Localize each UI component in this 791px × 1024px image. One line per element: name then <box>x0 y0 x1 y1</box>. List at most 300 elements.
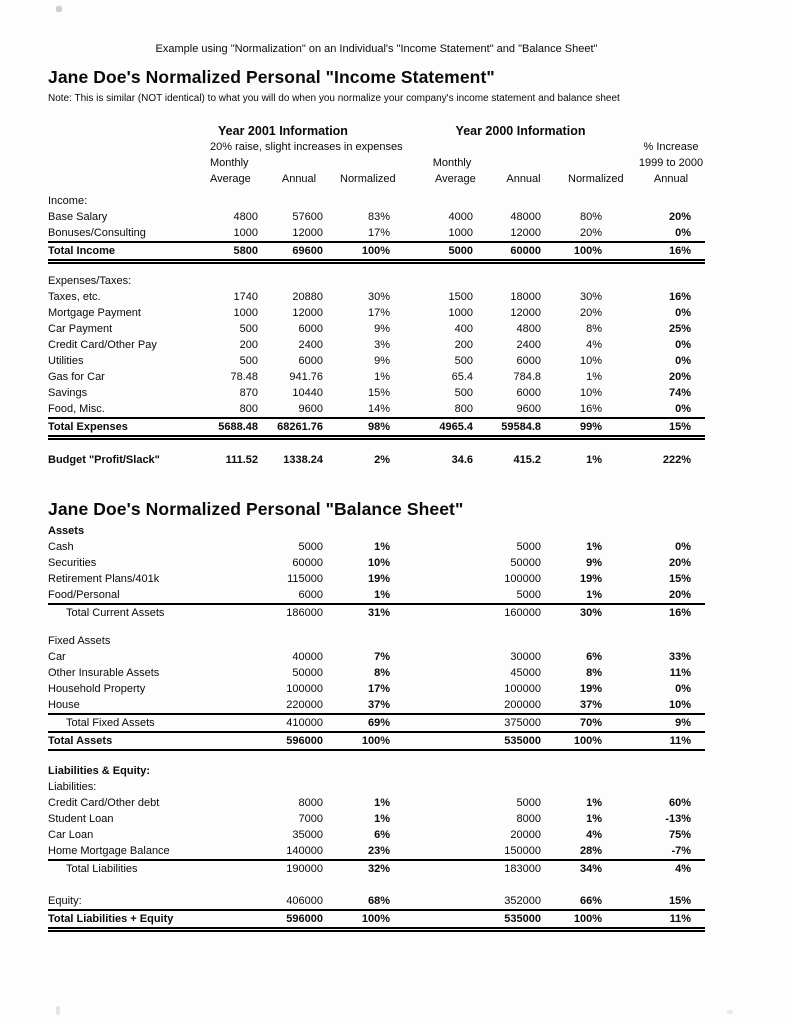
value-c5: 200000 <box>504 699 541 711</box>
header-monthly-row <box>48 155 705 171</box>
value-c2: 220000 <box>286 699 323 711</box>
value-c4: 4965.4 <box>390 418 473 438</box>
table-row <box>48 242 705 262</box>
table-row <box>48 289 705 305</box>
value-c2: 50000 <box>292 667 323 679</box>
value-c4: 34.6 <box>451 454 473 466</box>
row-label: Car Payment <box>48 323 113 335</box>
value-c1 <box>210 860 258 877</box>
table-row <box>48 321 705 337</box>
value-c7: 60% <box>669 797 692 809</box>
value-c7: 0% <box>675 339 692 351</box>
value-c1 <box>210 555 258 571</box>
row-label: Student Loan <box>48 813 114 825</box>
value-c5: 45000 <box>510 667 541 679</box>
value-c4 <box>390 843 473 860</box>
table-row <box>48 665 705 681</box>
row-label: Food/Personal <box>48 589 120 601</box>
spacer-row <box>48 877 705 893</box>
table-row <box>48 539 705 555</box>
value-c7: 0% <box>675 227 692 239</box>
value-c2: 1338.24 <box>283 454 323 466</box>
value-c6: 100% <box>541 242 607 262</box>
value-c5: 48000 <box>510 211 541 223</box>
value-c5: 6000 <box>516 355 541 367</box>
value-c3: 14% <box>367 403 390 415</box>
value-c6: 19% <box>579 683 602 695</box>
income-statement-note: Note: This is similar (NOT identical) to what you will do when you normalize your company's income statement and balance sheet <box>48 93 620 104</box>
value-c6: 30% <box>541 604 607 621</box>
value-c2: 941.76 <box>289 371 323 383</box>
value-c5: 50000 <box>510 557 541 569</box>
value-c5: 375000 <box>473 714 541 732</box>
value-c3: 19% <box>367 573 390 585</box>
value-c3: 17% <box>367 683 390 695</box>
table-row <box>48 714 705 732</box>
value-c1 <box>210 827 258 843</box>
value-c6: 1% <box>586 797 602 809</box>
value-c1: 78.48 <box>230 371 258 383</box>
value-c5: 183000 <box>473 860 541 877</box>
row-label: Taxes, etc. <box>48 291 101 303</box>
row-label: Home Mortgage Balance <box>48 845 170 857</box>
table-row <box>48 401 705 418</box>
value-c4 <box>390 649 473 665</box>
header-annual-2000: Annual <box>506 173 541 185</box>
value-c1: 1740 <box>233 291 258 303</box>
value-c6: 16% <box>579 403 603 415</box>
value-c3: 9% <box>374 323 390 335</box>
value-c1 <box>210 811 258 827</box>
value-c3: 1% <box>374 797 390 809</box>
value-c3: 1% <box>374 371 390 383</box>
row-label: Total Current Assets <box>48 604 210 621</box>
table-row <box>48 452 705 468</box>
value-c2: 68261.76 <box>258 418 323 438</box>
value-c2: 7000 <box>298 813 323 825</box>
value-c5: 784.8 <box>513 371 541 383</box>
value-c1 <box>210 665 258 681</box>
value-c3: 100% <box>323 910 390 930</box>
value-c3: 100% <box>323 242 390 262</box>
header-pct-increase: % Increase <box>643 141 699 153</box>
section-label: Income: <box>48 195 88 207</box>
value-c3: 69% <box>323 714 390 732</box>
value-c6: 10% <box>579 355 603 367</box>
value-c7: 11% <box>669 667 692 679</box>
row-label: Mortgage Payment <box>48 307 141 319</box>
value-c1 <box>210 732 258 750</box>
value-c3: 1% <box>374 589 390 601</box>
value-c1 <box>210 571 258 587</box>
value-c7: 20% <box>668 211 692 223</box>
value-c7: 222% <box>662 454 692 466</box>
value-c2: 40000 <box>292 651 323 663</box>
value-c1 <box>210 714 258 732</box>
value-c5: 9600 <box>516 403 541 415</box>
table-row <box>48 337 705 353</box>
value-c7: 16% <box>607 242 705 262</box>
value-c6: 1% <box>586 589 602 601</box>
value-c7: 75% <box>669 829 692 841</box>
value-c6: 20% <box>579 307 603 319</box>
scan-artifact-mark <box>727 1010 733 1014</box>
table-row <box>48 910 705 930</box>
value-c4: 65.4 <box>451 371 473 383</box>
value-c7: 20% <box>669 589 692 601</box>
value-c7: 0% <box>675 683 692 695</box>
value-c2: 12000 <box>292 227 323 239</box>
row-label: Savings <box>48 387 88 399</box>
value-c3: 7% <box>374 651 390 663</box>
row-label: Total Fixed Assets <box>48 714 210 732</box>
value-c4 <box>390 732 473 750</box>
value-c4 <box>390 604 473 621</box>
row-label: Gas for Car <box>48 371 105 383</box>
value-c4 <box>390 555 473 571</box>
table-row <box>48 649 705 665</box>
value-c5: 100000 <box>504 683 541 695</box>
value-c2: 115000 <box>287 573 323 585</box>
table-row <box>48 571 705 587</box>
value-c6: 37% <box>579 699 602 711</box>
value-c2: 8000 <box>298 797 323 809</box>
table-row <box>48 732 705 750</box>
value-c4 <box>390 697 473 714</box>
balance-sheet-table <box>48 523 705 932</box>
header-year-2000: Year 2000 Information <box>455 124 586 138</box>
value-c6: 19% <box>579 573 602 585</box>
value-c4: 1000 <box>448 307 473 319</box>
spacer-row <box>48 438 705 453</box>
value-c7: 11% <box>607 732 705 750</box>
header-columns-row <box>48 171 705 193</box>
value-c1: 111.52 <box>225 454 258 466</box>
table-row <box>48 353 705 369</box>
value-c7: 16% <box>607 604 705 621</box>
value-c2: 6000 <box>298 589 323 601</box>
row-label: Food, Misc. <box>48 403 105 415</box>
row-label: Total Liabilities + Equity <box>48 910 210 930</box>
value-c5: 2400 <box>516 339 541 351</box>
row-label: Total Liabilities <box>48 860 210 877</box>
value-c7: 0% <box>675 307 692 319</box>
header-annual-increase: Annual <box>653 173 689 185</box>
value-c6: 30% <box>579 291 603 303</box>
table-row <box>48 811 705 827</box>
value-c4 <box>390 893 473 910</box>
table-row <box>48 893 705 910</box>
value-c4: 5000 <box>390 242 473 262</box>
value-c2: 100000 <box>286 683 323 695</box>
value-c1: 1000 <box>233 227 258 239</box>
header-monthly-2000: Monthly <box>432 157 472 169</box>
table-row <box>48 827 705 843</box>
value-c2: 60000 <box>292 557 323 569</box>
scan-artifact-mark <box>56 1006 60 1015</box>
value-c6: 34% <box>541 860 607 877</box>
row-label: Budget "Profit/Slack" <box>48 454 160 466</box>
section-heading-row <box>48 763 705 779</box>
value-c3: 2% <box>374 454 390 466</box>
section-label: Liabilities & Equity: <box>48 765 151 777</box>
row-label: Securities <box>48 557 97 569</box>
value-c5: 150000 <box>504 845 541 857</box>
value-c7: 0% <box>675 541 692 553</box>
value-c7: 20% <box>669 557 692 569</box>
value-c4 <box>390 571 473 587</box>
value-c4: 500 <box>454 355 473 367</box>
value-c4 <box>390 860 473 877</box>
value-c5: 5000 <box>516 589 541 601</box>
value-c7: 15% <box>669 895 692 907</box>
value-c3: 8% <box>374 667 390 679</box>
value-c7: 11% <box>607 910 705 930</box>
value-c7: 9% <box>607 714 705 732</box>
section-heading-row <box>48 273 705 289</box>
income-statement-title: Jane Doe's Normalized Personal "Income Statement" <box>48 67 495 87</box>
value-c5: 18000 <box>510 291 541 303</box>
header-annual-2001: Annual <box>281 173 317 185</box>
value-c2: 35000 <box>292 829 323 841</box>
row-label: Utilities <box>48 355 84 367</box>
value-c2: 2400 <box>298 339 323 351</box>
value-c3: 9% <box>374 355 390 367</box>
table-row <box>48 385 705 401</box>
row-label: Total Assets <box>48 732 210 750</box>
value-c1: 500 <box>239 323 258 335</box>
header-year-row <box>48 123 705 139</box>
value-c4: 400 <box>454 323 473 335</box>
value-c6: 99% <box>541 418 607 438</box>
value-c5: 60000 <box>473 242 541 262</box>
value-c3: 15% <box>367 387 390 399</box>
header-monthly-2001: Monthly <box>210 157 249 169</box>
row-label: Cash <box>48 541 74 553</box>
value-c6: 1% <box>586 541 602 553</box>
value-c7: -7% <box>671 845 692 857</box>
value-c2: 140000 <box>286 845 323 857</box>
value-c6: 80% <box>579 211 603 223</box>
section-heading-row <box>48 523 705 539</box>
value-c3: 17% <box>367 307 390 319</box>
section-label: Liabilities: <box>48 781 97 793</box>
value-c4 <box>390 665 473 681</box>
value-c5: 5000 <box>516 797 541 809</box>
balance-sheet-title: Jane Doe's Normalized Personal "Balance Sheet" <box>48 499 464 519</box>
value-c1: 500 <box>239 355 258 367</box>
value-c1: 800 <box>239 403 258 415</box>
row-label: Bonuses/Consulting <box>48 227 146 239</box>
value-c1: 200 <box>239 339 258 351</box>
value-c2: 186000 <box>258 604 323 621</box>
value-c6: 20% <box>579 227 603 239</box>
value-c1 <box>210 697 258 714</box>
value-c4 <box>390 811 473 827</box>
header-normalized-2001: Normalized <box>340 173 396 185</box>
row-label: Household Property <box>48 683 146 695</box>
table-row <box>48 681 705 697</box>
row-label: Car <box>48 651 66 663</box>
value-c2: 57600 <box>292 211 323 223</box>
value-c6: 8% <box>586 323 603 335</box>
value-c1 <box>210 604 258 621</box>
value-c7: 16% <box>668 291 692 303</box>
table-row <box>48 209 705 225</box>
row-label: Total Expenses <box>48 418 210 438</box>
value-c3: 68% <box>367 895 390 907</box>
value-c3: 30% <box>367 291 390 303</box>
value-c6: 28% <box>579 845 602 857</box>
value-c7: 15% <box>607 418 705 438</box>
value-c7: -13% <box>665 813 692 825</box>
value-c3: 17% <box>367 227 390 239</box>
spacer-row <box>48 621 705 633</box>
section-label: Assets <box>48 525 85 537</box>
table-row <box>48 604 705 621</box>
header-normalized-2000: Normalized <box>568 173 624 185</box>
value-c4 <box>390 795 473 811</box>
value-c4 <box>390 827 473 843</box>
value-c7: 20% <box>668 371 692 383</box>
value-c1 <box>210 587 258 604</box>
value-c7: 15% <box>669 573 692 585</box>
value-c4: 1000 <box>448 227 473 239</box>
value-c4: 1500 <box>448 291 473 303</box>
value-c2: 20880 <box>292 291 323 303</box>
table-row <box>48 555 705 571</box>
value-c5: 5000 <box>516 541 541 553</box>
value-c3: 3% <box>374 339 390 351</box>
section-label: Fixed Assets <box>48 635 111 647</box>
value-c7: 74% <box>668 387 692 399</box>
value-c2: 190000 <box>258 860 323 877</box>
header-average-2001: Average <box>210 173 251 185</box>
value-c4 <box>390 681 473 697</box>
table-row <box>48 587 705 604</box>
value-c5: 12000 <box>510 227 541 239</box>
value-c1: 5688.48 <box>210 418 258 438</box>
document-caption: Example using "Normalization" on an Individual's "Income Statement" and "Balance Sheet" <box>155 43 598 55</box>
table-row <box>48 860 705 877</box>
value-c1 <box>210 681 258 697</box>
value-c1 <box>210 910 258 930</box>
value-c7: 10% <box>669 699 692 711</box>
value-c1: 1000 <box>233 307 258 319</box>
value-c5: 12000 <box>510 307 541 319</box>
value-c1 <box>210 893 258 910</box>
row-label: Retirement Plans/401k <box>48 573 160 585</box>
header-subtitle-row <box>48 139 705 155</box>
value-c4: 800 <box>454 403 473 415</box>
spacer-row <box>48 750 705 763</box>
value-c5: 6000 <box>516 387 541 399</box>
table-row <box>48 369 705 385</box>
value-c3: 83% <box>367 211 390 223</box>
value-c6: 6% <box>586 651 602 663</box>
row-label: Credit Card/Other Pay <box>48 339 157 351</box>
value-c6: 1% <box>586 371 603 383</box>
value-c5: 20000 <box>510 829 541 841</box>
value-c4 <box>390 539 473 555</box>
value-c2: 596000 <box>258 910 323 930</box>
table-row <box>48 418 705 438</box>
value-c5: 535000 <box>473 910 541 930</box>
value-c6: 1% <box>586 454 603 466</box>
value-c2: 406000 <box>286 895 323 907</box>
value-c6: 8% <box>586 667 602 679</box>
value-c6: 10% <box>579 387 603 399</box>
value-c4 <box>390 910 473 930</box>
value-c5: 4800 <box>516 323 541 335</box>
section-heading-row <box>48 193 705 209</box>
header-average-2000: Average <box>435 173 476 185</box>
value-c3: 23% <box>367 845 390 857</box>
table-row <box>48 697 705 714</box>
value-c7: 0% <box>675 355 692 367</box>
value-c3: 1% <box>374 541 390 553</box>
value-c6: 100% <box>541 910 607 930</box>
row-label: Other Insurable Assets <box>48 667 160 679</box>
value-c3: 37% <box>367 699 390 711</box>
value-c6: 100% <box>541 732 607 750</box>
value-c7: 25% <box>668 323 692 335</box>
value-c4: 200 <box>454 339 473 351</box>
value-c1 <box>210 795 258 811</box>
value-c3: 32% <box>323 860 390 877</box>
value-c6: 4% <box>586 339 603 351</box>
value-c1 <box>210 539 258 555</box>
value-c5: 8000 <box>516 813 541 825</box>
table-row <box>48 843 705 860</box>
value-c6: 66% <box>579 895 602 907</box>
value-c5: 160000 <box>473 604 541 621</box>
value-c6: 4% <box>586 829 602 841</box>
value-c4: 4000 <box>448 211 473 223</box>
value-c7: 33% <box>669 651 692 663</box>
value-c2: 5000 <box>298 541 323 553</box>
value-c1 <box>210 649 258 665</box>
header-year-2001: Year 2001 Information <box>218 124 348 138</box>
header-pct-increase-years: 1999 to 2000 <box>638 157 704 169</box>
row-label: House <box>48 699 80 711</box>
value-c1: 4800 <box>233 211 258 223</box>
value-c3: 31% <box>323 604 390 621</box>
row-label: Credit Card/Other debt <box>48 797 160 809</box>
value-c2: 6000 <box>298 323 323 335</box>
value-c6: 9% <box>586 557 602 569</box>
table-row <box>48 305 705 321</box>
value-c5: 100000 <box>504 573 541 585</box>
row-label: Total Income <box>48 242 210 262</box>
value-c5: 30000 <box>510 651 541 663</box>
value-c2: 6000 <box>298 355 323 367</box>
table-row <box>48 225 705 242</box>
section-heading-row <box>48 633 705 649</box>
value-c7: 0% <box>675 403 692 415</box>
value-c2: 12000 <box>292 307 323 319</box>
value-c5: 535000 <box>473 732 541 750</box>
value-c3: 98% <box>323 418 390 438</box>
value-c3: 1% <box>374 813 390 825</box>
value-c4 <box>390 714 473 732</box>
header-subtitle-2001: 20% raise, slight increases in expenses <box>210 141 403 153</box>
value-c1: 870 <box>239 387 258 399</box>
value-c3: 6% <box>374 829 390 841</box>
value-c1 <box>210 843 258 860</box>
value-c4 <box>390 587 473 604</box>
section-heading-row <box>48 779 705 795</box>
